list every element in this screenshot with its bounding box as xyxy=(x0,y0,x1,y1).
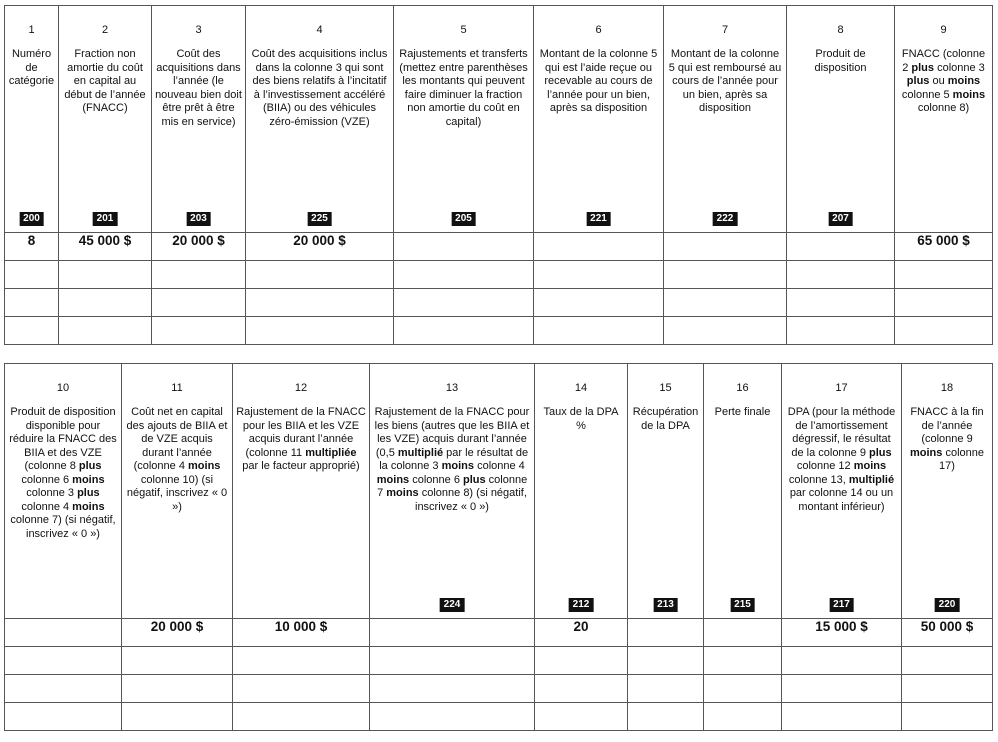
table-cell[interactable] xyxy=(787,233,895,261)
column-description: FNACC à la fin de l’année (colonne 9 moins colonne 17) xyxy=(910,406,984,472)
table-cell[interactable] xyxy=(782,647,902,675)
line-code-badge: 221 xyxy=(586,212,611,226)
column-header-10 xyxy=(5,364,122,619)
table-cell[interactable] xyxy=(704,675,782,703)
column-description: Montant de la colonne 5 qui est remboursé au cours de l’année pour un bien, après sa disposition xyxy=(668,48,782,114)
column-number: 12 xyxy=(294,382,308,394)
table-cell[interactable] xyxy=(704,647,782,675)
column-number: 8 xyxy=(837,24,844,36)
table-cell[interactable] xyxy=(902,703,993,731)
column-header-7 xyxy=(664,6,787,233)
column-number: 13 xyxy=(445,382,459,394)
table-cell[interactable]: 20 000 $ xyxy=(122,619,233,647)
table-cell[interactable]: 20 000 $ xyxy=(246,233,394,261)
line-code-badge: 224 xyxy=(440,598,465,612)
table-row xyxy=(5,619,993,647)
column-header-12 xyxy=(233,364,370,619)
column-number: 11 xyxy=(171,382,183,394)
column-number: 1 xyxy=(28,24,35,36)
table-cell[interactable]: 50 000 $ xyxy=(902,619,993,647)
table-cell[interactable] xyxy=(787,317,895,345)
table-cell[interactable] xyxy=(233,675,370,703)
table-cell[interactable] xyxy=(535,703,628,731)
table-cell[interactable] xyxy=(5,317,59,345)
table-cell[interactable] xyxy=(152,317,246,345)
column-number: 9 xyxy=(940,24,947,36)
table-cell[interactable]: 15 000 $ xyxy=(782,619,902,647)
table-cell[interactable] xyxy=(246,289,394,317)
table-row xyxy=(5,261,993,289)
table-cell[interactable] xyxy=(902,647,993,675)
table-cell[interactable] xyxy=(246,317,394,345)
table-cell[interactable] xyxy=(5,261,59,289)
table-cell[interactable] xyxy=(535,647,628,675)
table-cell[interactable] xyxy=(152,289,246,317)
column-number: 14 xyxy=(574,382,588,394)
column-number: 2 xyxy=(101,24,109,36)
column-description: Rajustement de la FNACC pour les BIIA et les VZE acquis durant l’année (colonne 11 multipliée par le facteur approprié) xyxy=(236,406,366,472)
table-cell[interactable] xyxy=(535,675,628,703)
column-description: Perte finale xyxy=(714,406,771,418)
table-cell[interactable] xyxy=(370,619,535,647)
table-cell[interactable] xyxy=(628,647,704,675)
table-cell[interactable] xyxy=(5,647,122,675)
column-header-18 xyxy=(902,364,993,619)
table-cell[interactable]: 20 xyxy=(535,619,628,647)
column-header-8 xyxy=(787,6,895,233)
table-cell[interactable] xyxy=(5,703,122,731)
column-number: 5 xyxy=(460,24,467,36)
table-cell[interactable] xyxy=(370,703,535,731)
cca-table-bottom xyxy=(4,363,993,731)
table-cell[interactable] xyxy=(902,675,993,703)
column-description: Coût net en capital des ajouts de BIIA et de VZE acquis durant l’année (colonne 4 moins colonne 10) (si négatif, inscrivez « 0 ») xyxy=(126,406,228,513)
table-cell[interactable] xyxy=(370,647,535,675)
line-code-badge: 213 xyxy=(653,598,678,612)
line-code-badge: 203 xyxy=(186,212,211,226)
column-description: Taux de la DPA % xyxy=(543,406,619,432)
column-header-9 xyxy=(895,6,993,233)
table-cell[interactable] xyxy=(394,233,534,261)
table-row xyxy=(5,233,993,261)
table-cell[interactable]: 10 000 $ xyxy=(233,619,370,647)
column-number: 15 xyxy=(659,382,672,394)
column-number: 18 xyxy=(940,382,954,394)
table-cell[interactable]: 45 000 $ xyxy=(59,233,152,261)
table-cell[interactable] xyxy=(895,317,993,345)
table-cell[interactable] xyxy=(664,261,787,289)
table-cell[interactable] xyxy=(370,675,535,703)
column-header-2 xyxy=(59,6,152,233)
table-cell[interactable] xyxy=(895,261,993,289)
line-code-badge: 222 xyxy=(713,212,738,226)
table-cell[interactable] xyxy=(628,675,704,703)
line-code-badge: 212 xyxy=(569,598,594,612)
bottom-table-body xyxy=(5,619,993,731)
column-header-1 xyxy=(5,6,59,233)
column-description: Coût des acquisitions dans l’année (le nouveau bien doit être prêt à être mis en service) xyxy=(155,48,242,128)
line-code-badge: 225 xyxy=(307,212,332,226)
table-cell[interactable]: 20 000 $ xyxy=(152,233,246,261)
table-cell[interactable] xyxy=(534,261,664,289)
column-header-5 xyxy=(394,6,534,233)
table-cell[interactable] xyxy=(664,317,787,345)
table-cell[interactable] xyxy=(787,289,895,317)
column-number: 17 xyxy=(835,382,848,394)
table-cell[interactable] xyxy=(59,289,152,317)
table-cell[interactable] xyxy=(534,289,664,317)
table-cell[interactable] xyxy=(122,675,233,703)
table-cell[interactable] xyxy=(122,703,233,731)
table-cell[interactable] xyxy=(152,261,246,289)
column-number: 6 xyxy=(595,24,602,36)
table-cell[interactable] xyxy=(704,703,782,731)
column-description: Récupération de la DPA xyxy=(632,406,699,432)
table-cell[interactable] xyxy=(782,675,902,703)
table-cell[interactable] xyxy=(233,703,370,731)
column-header-16 xyxy=(704,364,782,619)
column-header-15 xyxy=(628,364,704,619)
table-cell[interactable] xyxy=(233,647,370,675)
cca-table-top xyxy=(4,5,993,345)
column-header-13 xyxy=(370,364,535,619)
table-row xyxy=(5,317,993,345)
table-cell[interactable] xyxy=(895,289,993,317)
column-header-6 xyxy=(534,6,664,233)
column-description: FNACC (colonne 2 plus colonne 3 plus ou moins colonne 5 moins colonne 8) xyxy=(901,48,986,114)
column-description: Montant de la colonne 5 qui est l’aide reçue ou recevable au cours de l’année pour un bien, après sa disposition xyxy=(539,48,658,114)
table-cell[interactable]: 65 000 $ xyxy=(895,233,993,261)
column-description: Numéro de catégorie xyxy=(8,48,55,87)
line-code-badge: 215 xyxy=(730,598,755,612)
table-cell[interactable] xyxy=(59,317,152,345)
table-cell[interactable] xyxy=(5,675,122,703)
table-row xyxy=(5,289,993,317)
table-cell[interactable] xyxy=(5,619,122,647)
table-cell[interactable] xyxy=(534,233,664,261)
table-cell[interactable]: 8 xyxy=(5,233,59,261)
column-description: Rajustement de la FNACC pour les biens (autres que les BIIA et les VZE) acquis durant l’année (0,5 multiplié par le résultat de la colonne 3 moins colonne 4 moins colonne 6 plus colonne 7 moins colonne 8) (si négatif, inscrivez « 0 ») xyxy=(374,406,530,513)
top-table-body xyxy=(5,233,993,345)
column-description: Fraction non amortie du coût en capital au début de l’année (FNACC) xyxy=(64,48,146,114)
table-cell[interactable] xyxy=(628,703,704,731)
column-header-17 xyxy=(782,364,902,619)
column-number: 4 xyxy=(316,24,323,36)
table-cell[interactable] xyxy=(5,289,59,317)
column-description: Coût des acquisitions inclus dans la colonne 3 qui sont des biens relatifs à l’incitatif à l’investissement accéléré (BIIA) ou des véhicules zéro-émission (VZE) xyxy=(251,48,388,128)
table-cell[interactable] xyxy=(782,703,902,731)
table-row xyxy=(5,647,993,675)
column-number: 10 xyxy=(56,382,70,394)
column-number: 3 xyxy=(195,24,202,36)
column-number: 16 xyxy=(736,382,749,394)
table-cell[interactable] xyxy=(122,647,233,675)
column-header-3 xyxy=(152,6,246,233)
column-header-11 xyxy=(122,364,233,619)
line-code-badge: 207 xyxy=(828,212,853,226)
table-cell[interactable] xyxy=(246,261,394,289)
table-cell[interactable] xyxy=(704,619,782,647)
line-code-badge: 201 xyxy=(93,212,118,226)
table-cell[interactable] xyxy=(394,289,534,317)
column-header-4 xyxy=(246,6,394,233)
table-cell[interactable] xyxy=(394,317,534,345)
column-description: DPA (pour la méthode de l’amortissement dégressif, le résultat de la colonne 9 plus colonne 12 moins colonne 13, multiplié par colonne 14 ou un montant inférieur) xyxy=(787,406,896,513)
table-cell[interactable] xyxy=(664,233,787,261)
table-cell[interactable] xyxy=(787,261,895,289)
column-description: Produit de disposition disponible pour réduire la FNACC des BIIA et des VZE (colonne 8 plus colonne 6 moins colonne 3 plus colonne 4 moins colonne 7) (si négatif, inscrivez « 0 ») xyxy=(9,406,117,540)
table-cell[interactable] xyxy=(664,289,787,317)
column-description: Rajustements et transferts (mettez entre parenthèses les montants qui peuvent faire diminuer la fraction non amortie du coût en capital) xyxy=(399,48,528,128)
line-code-badge: 220 xyxy=(935,598,960,612)
column-number: 7 xyxy=(721,24,729,36)
table-row xyxy=(5,703,993,731)
table-row xyxy=(5,675,993,703)
line-code-badge: 200 xyxy=(19,212,44,226)
table-cell[interactable] xyxy=(394,261,534,289)
column-description: Produit de disposition xyxy=(814,48,867,74)
line-code-badge: 217 xyxy=(829,598,854,612)
table-cell[interactable] xyxy=(628,619,704,647)
line-code-badge: 205 xyxy=(451,212,476,226)
table-cell[interactable] xyxy=(534,317,664,345)
column-header-14 xyxy=(535,364,628,619)
table-cell[interactable] xyxy=(59,261,152,289)
